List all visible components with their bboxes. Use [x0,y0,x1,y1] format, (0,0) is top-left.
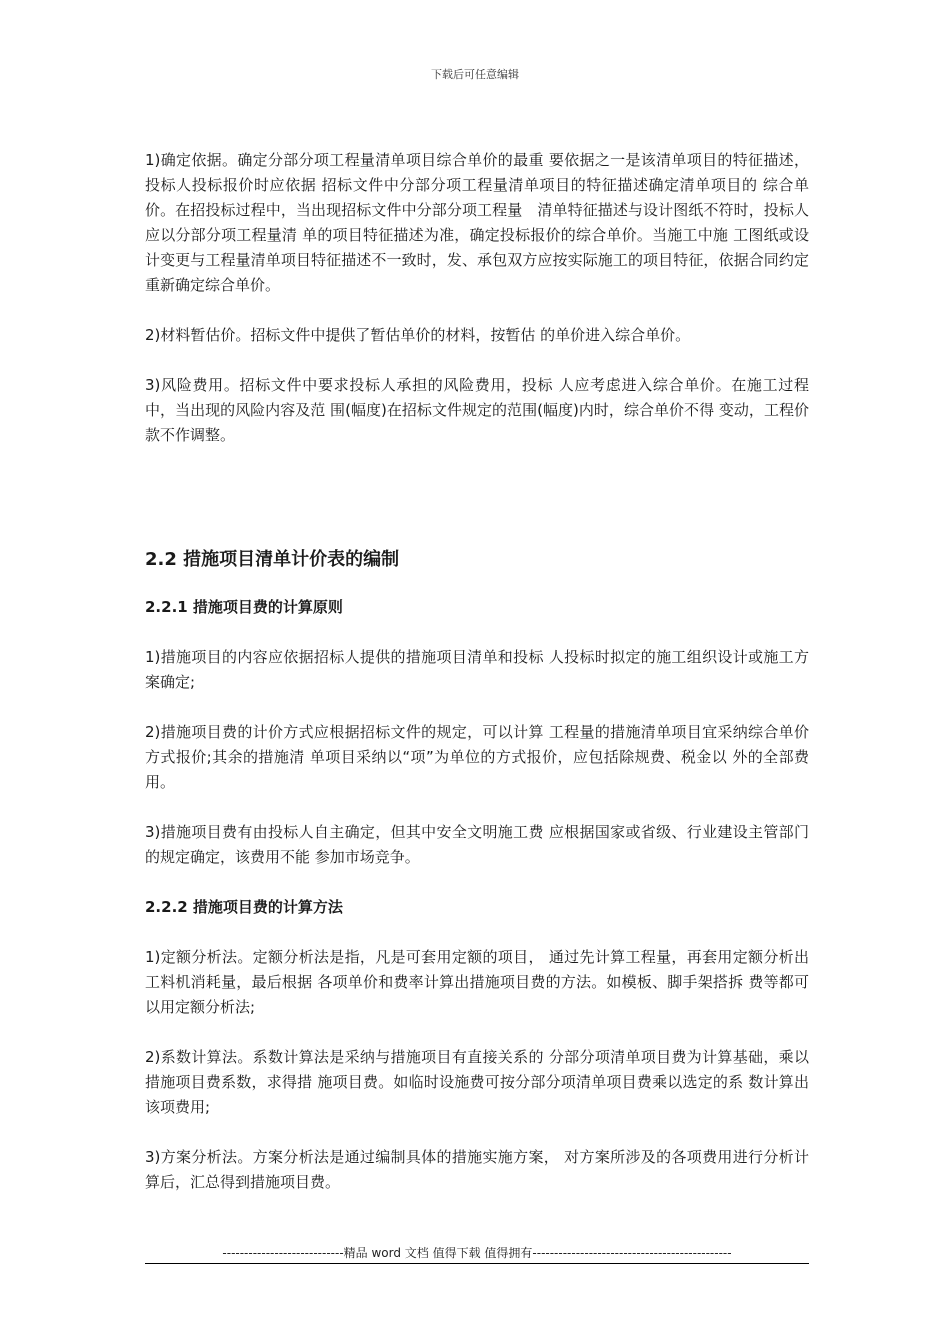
page-header: 下载后可任意编辑 [431,68,519,81]
paragraph-principle-1: 1)措施项目的内容应依据招标人提供的措施项目清单和投标 人投标时拟定的施工组织设计或施工方案确定; [145,648,809,691]
paragraph-principle-3: 3)措施项目费有由投标人自主确定，但其中安全文明施工费 应根据国家或省级、行业建设主管部门的规定确定，该费用不能 参加市场竞争。 [145,823,809,866]
paragraph-principle-2: 2)措施项目费的计价方式应根据招标文件的规定，可以计算 工程量的措施清单项目宜采纳综合单价方式报价;其余的措施清 单项目采纳以“项”为单位的方式报价，应包括除规费、税金以 外的全部费用。 [145,723,809,791]
subsection-heading-principles: 2.2.1 措施项目费的计算原则 [145,598,343,616]
paragraph-basis: 1)确定依据。确定分部分项工程量清单项目综合单价的最重 要依据之一是该清单项目的特征描述，投标人投标报价时应依据 招标文件中分部分项工程量清单项目的特征描述确定清单项目的 综合单价。在招投标过程中，当出现招标文件中分部分项工程量 清单特征描述与设计图纸不符时，投标人应以分部分项工程量清 单的项目特征描述为准，确定投标报价的综合单价。当施工中施 工图纸或设计变更与工程量清单项目特征描述不一致时，发、承包双方应按实际施工的项目特征，依据合同约定重新确定综合单价。 [145,151,809,294]
paragraph-method-2: 2)系数计算法。系数计算法是采纳与措施项目有直接关系的 分部分项清单项目费为计算基础，乘以措施项目费系数，求得措 施项目费。如临时设施费可按分部分项清单项目费乘以选定的系 数计算出该项费用; [145,1048,809,1116]
paragraph-method-3: 3)方案分析法。方案分析法是通过编制具体的措施实施方案， 对方案所涉及的各项费用进行分析计算后，汇总得到措施项目费。 [145,1148,809,1191]
page-footer: ----------------------------精品 word 文档 值得下载 值得拥有---------------------------------------------- [222,1246,732,1260]
section-heading: 2.2 措施项目清单计价表的编制 [145,549,400,570]
subsection-heading-methods: 2.2.2 措施项目费的计算方法 [145,898,343,916]
paragraph-material-estimate: 2)材料暂估价。招标文件中提供了暂估单价的材料，按暂估 的单价进入综合单价。 [145,326,691,344]
document-body [145,148,809,1195]
paragraph-method-1: 1)定额分析法。定额分析法是指，凡是可套用定额的项目， 通过先计算工程量，再套用定额分析出工料机消耗量，最后根据 各项单价和费率计算出措施项目费的方法。如模板、脚手架搭拆 费等都可以用定额分析法; [145,948,809,1016]
footer-divider [145,1263,809,1264]
paragraph-risk-cost: 3)风险费用。招标文件中要求投标人承担的风险费用，投标 人应考虑进入综合单价。在施工过程中，当出现的风险内容及范 围(幅度)在招标文件规定的范围(幅度)内时，综合单价不得 变动，工程价款不作调整。 [145,376,809,444]
